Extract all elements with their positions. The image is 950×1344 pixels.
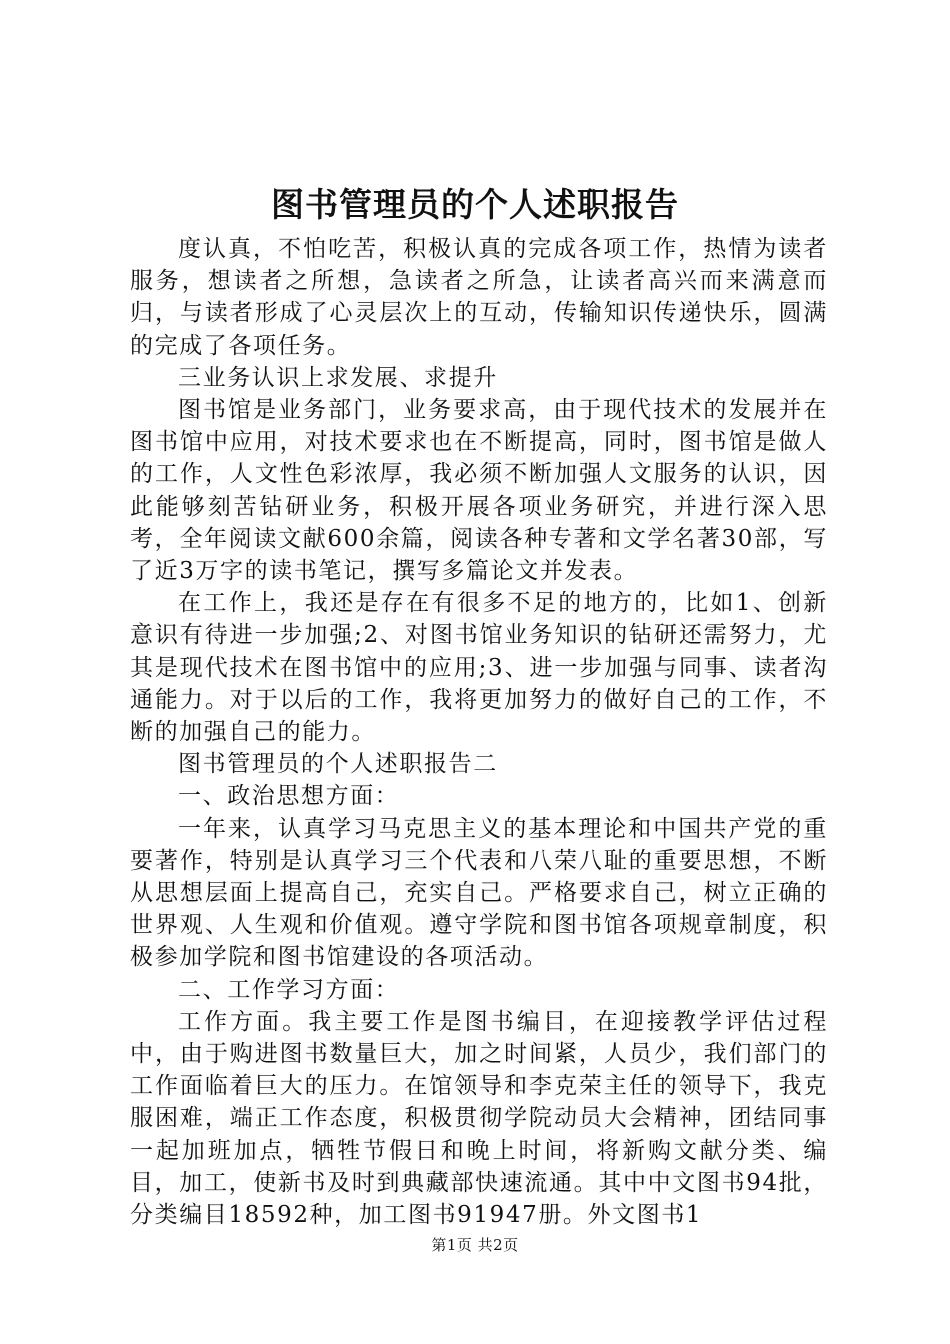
- page-footer: 第1页 共2页: [431, 1236, 519, 1254]
- paragraph-4: 一年来，认真学习马克思主义的基本理论和中国共产党的重要著作，特别是认真学习三个代表和八荣八耻的重要思想，不断从思想层面上提高自己，充实自己。严格要求自己，树立正确的世界观、人生观和价值观。遵守学院和图书馆各项规章制度，积极参加学院和图书馆建设的各项活动。: [130, 815, 828, 971]
- document-body: [130, 233, 828, 1231]
- section-heading-work-study: 二、工作学习方面：: [178, 976, 400, 1003]
- paragraph-1: 度认真，不怕吃苦，积极认真的完成各项工作，热情为读者服务，想读者之所想，急读者之所急，让读者高兴而来满意而归，与读者形成了心灵层次上的互动，传输知识传递快乐，圆满的完成了各项任务。: [130, 236, 828, 359]
- paragraph-5: 工作方面。我主要工作是图书编目，在迎接教学评估过程中，由于购进图书数量巨大，加之时间紧，人员少，我们部门的工作面临着巨大的压力。在馆领导和李克荣主任的领导下，我克服困难，端正工作态度，积极贯彻学院动员大会精神，团结同事一起加班加点，牺牲节假日和晚上时间，将新购文献分类、编目，加工，使新书及时到典藏部快速流通。其中中文图书94批，分类编目18592种，加工图书91947册。外文图书1: [130, 1008, 828, 1229]
- paragraph-3: 在工作上，我还是存在有很多不足的地方的，比如1、创新意识有待进一步加强;2、对图书馆业务知识的钻研还需努力，尤其是现代技术在图书馆中的应用;3、进一步加强与同事、读者沟通能力。对于以后的工作，我将更加努力的做好自己的工作，不断的加强自己的能力。: [130, 590, 828, 746]
- section-heading-politics: 一、政治思想方面：: [178, 783, 400, 810]
- document-title: 图书管理员的个人述职报告: [271, 185, 679, 224]
- paragraph-2: 图书馆是业务部门，业务要求高，由于现代技术的发展并在图书馆中应用，对技术要求也在不断提高，同时，图书馆是做人的工作，人文性色彩浓厚，我必须不断加强人文服务的认识，因此能够刻苦钻研业务，积极开展各项业务研究，并进行深入思考，全年阅读文献600余篇，阅读各种专著和文学名著30部，写了近3万字的读书笔记，撰写多篇论文并发表。: [130, 397, 828, 585]
- section-heading-business: 三业务认识上求发展、求提升: [178, 364, 498, 391]
- report-two-heading: 图书管理员的个人述职报告二: [178, 751, 498, 778]
